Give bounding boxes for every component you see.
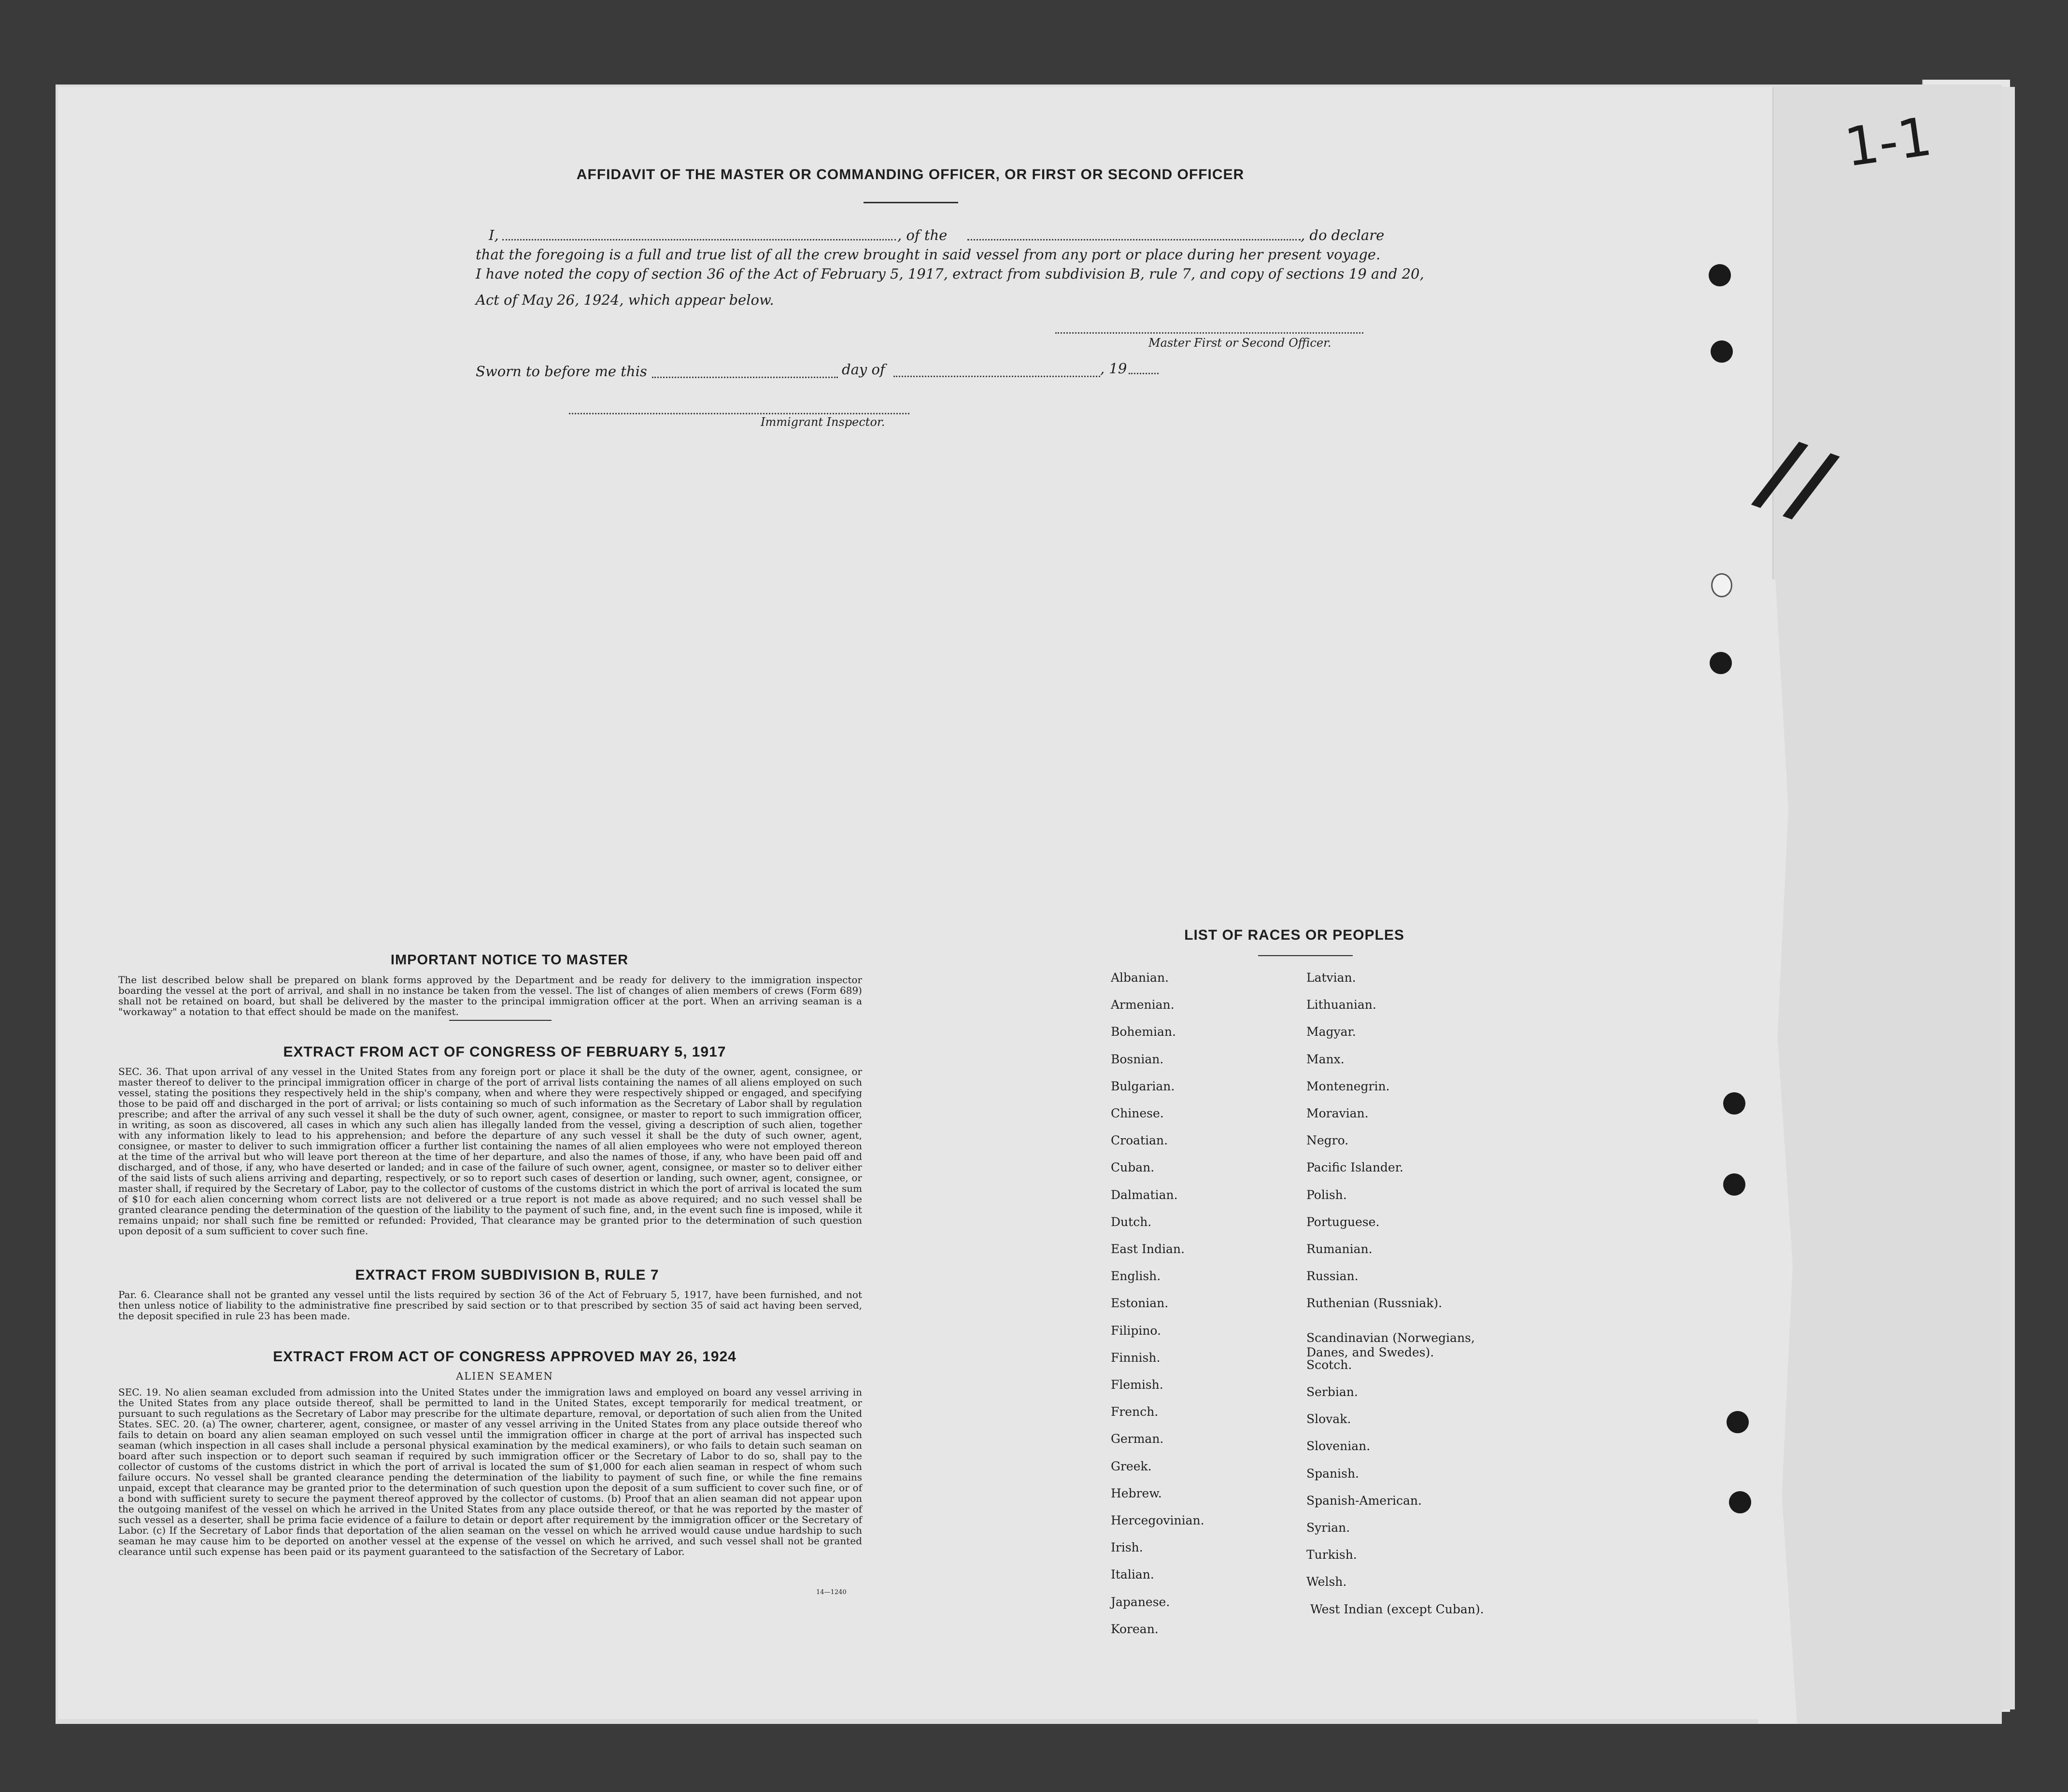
race-item: Turkish.	[1306, 1548, 1357, 1562]
race-item: Flemish.	[1111, 1378, 1163, 1392]
punch-hole	[1723, 1173, 1745, 1196]
extract-1924-body: SEC. 19. No alien seaman excluded from admission into the United States under the immigration laws and employed on board any vessel arriving in the United States from any place outside thereof, shall be permitted to land in the United States, except temporarily for medical treatment, or pursuant to such regulations as the Secretary of Labor may prescribe for the ultimate departure, removal, or deportation of such alien from the United States. SEC. 20. (a) The owner, charterer, agent, consignee, or master of any vessel arriving in the United States from any place outside thereof who fails to detain on board any alien seaman employed on such vessel until the immigration officer in charge at the port of arrival has inspected such seaman (which inspection in all cases shall include a personal physical examination by the medical examiners), or who fails to detain such seaman on board after such inspection or to deport such seaman if required by such immigration officer or the Secretary of Labor to do so, shall pay to the collector of customs of the customs district in which the port of arrival is located the sum of $1,000 for each alien seaman in respect of whom such failure occurs. No vessel shall be granted clearance pending the determination of the liability to payment of such fine, or while the fine remains unpaid, except that clearance may be granted prior to the determination of such question upon the deposit of a sum sufficient to cover such fine, or of a bond with sufficient surety to secure the payment thereof approved by the collector of customs. (b) Proof that an alien seaman did not appear upon the outgoing manifest of the vessel on which he arrived in the United States from any place outside thereof, or that he was reported by the master of such vessel as a deserter, shall be prima facie evidence of a failure to detain or deport after requirement by the immigration officer or the Secretary of Labor. (c) If the Secretary of Labor finds that deportation of the alien seaman on the vessel on which he arrived would cause undue hardship to such seaman he may cause him to be deported on another vessel at the expense of the vessel on which he arrived, and such vessel shall not be granted clearance until such expense has been paid or its payment guaranteed to the satisfaction of the Secretary of Labor.	[118, 1386, 862, 1557]
race-item: Slovak.	[1306, 1412, 1351, 1426]
master-signature-blank[interactable]	[1055, 332, 1363, 334]
divider	[1258, 955, 1353, 956]
affidavit-do-declare: , do declare	[1301, 227, 1385, 243]
inspector-signature-blank[interactable]	[569, 413, 909, 414]
race-item: English.	[1111, 1269, 1161, 1283]
race-item: Chinese.	[1111, 1106, 1164, 1120]
notice-title: IMPORTANT NOTICE TO MASTER	[390, 952, 629, 968]
notice-body: The list described below shall be prepared on blank forms approved by the Department and be ready for delivery to the immigration inspector boarding the vessel at the port of arrival, and shall in no instance be taken from the vessel. The list of changes of alien members of crews (Form 689) shall not be retained on board, but shall be delivered by the master to the principal immigration officer at the port. When an arriving seaman is a "workaway" a notation to that effect should be made on the manifest.	[118, 974, 862, 1017]
race-item: Pacific Islander.	[1306, 1160, 1403, 1174]
extract-1924-title: EXTRACT FROM ACT OF CONGRESS APPROVED MAY 26, 1924	[273, 1349, 737, 1365]
race-item: West Indian (except Cuban).	[1310, 1602, 1484, 1616]
race-item: Serbian.	[1306, 1385, 1358, 1399]
race-item: Manx.	[1306, 1052, 1345, 1066]
inspector-signature-label: Immigrant Inspector.	[761, 415, 885, 429]
race-item: Russian.	[1306, 1269, 1359, 1283]
punch-hole	[1711, 573, 1732, 597]
race-item: Spanish.	[1306, 1467, 1360, 1481]
affidavit-line2: that the foregoing is a full and true list of all the crew brought in said vessel from any port or place during her present voyage.	[476, 246, 1381, 263]
divider	[449, 1020, 552, 1021]
race-item: Hebrew.	[1111, 1486, 1162, 1500]
vessel-blank[interactable]	[967, 239, 1301, 240]
race-item: Irish.	[1111, 1540, 1143, 1554]
extract-1917-title: EXTRACT FROM ACT OF CONGRESS OF FEBRUARY 5, 1917	[283, 1044, 726, 1060]
punch-hole	[1723, 1092, 1745, 1115]
race-item: Albanian.	[1111, 971, 1169, 985]
race-item: Bohemian.	[1111, 1025, 1176, 1039]
affidavit-of-the: , of the	[897, 227, 948, 243]
handwritten-mark: 1-1	[1841, 105, 1936, 179]
race-item: Lithuanian.	[1306, 998, 1376, 1012]
sworn-day-blank[interactable]	[652, 377, 838, 378]
sworn-label: Sworn to before me this	[476, 363, 647, 380]
race-item: Latvian.	[1306, 971, 1356, 985]
race-item: Dalmatian.	[1111, 1188, 1178, 1202]
affidavit-i: I,	[489, 227, 499, 243]
master-signature-label: Master First or Second Officer.	[1148, 336, 1331, 350]
name-blank[interactable]	[502, 239, 896, 240]
race-item: Spanish-American.	[1306, 1494, 1422, 1508]
race-item: Ruthenian (Russniak).	[1306, 1296, 1443, 1310]
race-item: Slovenian.	[1306, 1439, 1371, 1453]
day-of-label: day of	[842, 361, 885, 378]
race-item: Dutch.	[1111, 1215, 1152, 1229]
race-item: East Indian.	[1111, 1242, 1185, 1256]
extract-1924-subtitle: ALIEN SEAMEN	[456, 1370, 553, 1382]
race-item: Montenegrin.	[1306, 1079, 1390, 1093]
race-item: Italian.	[1111, 1567, 1154, 1581]
punch-hole	[1710, 652, 1732, 674]
race-item: Magyar.	[1306, 1025, 1356, 1039]
punch-hole	[1711, 340, 1733, 363]
race-item: German.	[1111, 1432, 1164, 1446]
race-item: Bosnian.	[1111, 1052, 1164, 1066]
race-item: Croatian.	[1111, 1133, 1168, 1147]
race-item: Scotch.	[1306, 1358, 1352, 1372]
sworn-month-blank[interactable]	[893, 376, 1100, 377]
race-item: Welsh.	[1306, 1575, 1347, 1589]
race-item: Japanese.	[1111, 1595, 1170, 1609]
year-label: , 19	[1100, 360, 1127, 377]
race-item: Portuguese.	[1306, 1215, 1380, 1229]
race-item: Armenian.	[1111, 998, 1175, 1012]
race-item: Moravian.	[1306, 1106, 1369, 1120]
punch-hole	[1727, 1411, 1749, 1433]
races-title: LIST OF RACES OR PEOPLES	[1184, 927, 1404, 943]
race-item: French.	[1111, 1405, 1159, 1419]
race-item: Finnish.	[1111, 1351, 1161, 1365]
race-item: Syrian.	[1306, 1521, 1350, 1535]
punch-hole	[1709, 264, 1731, 286]
race-item: Bulgarian.	[1111, 1079, 1175, 1093]
sworn-year-blank[interactable]	[1129, 373, 1159, 374]
extract-1917-body: SEC. 36. That upon arrival of any vessel in the United States from any foreign port or place it shall be the duty of the owner, agent, consignee, or master thereof to deliver to the principal immigration officer in charge of the port of arrival lists containing the names of all aliens employed on such vessel, stating the positions they respectively held in the ship's company, when and where they were respectively shipped or engaged, and specifying those to be paid off and discharged in the port of arrival; or lists containing so much of such information as the Secretary of Labor shall by regulation prescribe; and after the arrival of any such vessel it shall be the duty of such owner, agent, consignee, or master to report to such immigration officer, in writing, as soon as discovered, all cases in which any such alien has illegally landed from the vessel, giving a description of such alien, together with any information likely to lead to his apprehension; and before the departure of any such vessel it shall be the duty of such owner, agent, consignee, or master to deliver to such immigration officer a further list containing the names of all alien employees who were not employed thereon at the time of the arrival but who will leave port thereon at the time of her departure, and also the names of those, if any, who have been paid off and discharged, and of those, if any, who have deserted or landed; and in case of the failure of such owner, agent, consignee, or master so to deliver either of the said lists of such aliens arriving and departing, respectively, or so to report such cases of desertion or landing, such owner, agent, consignee, or master shall, if required by the Secretary of Labor, pay to the collector of customs of the customs district in which the port of arrival is located the sum of $10 for each alien concerning whom correct lists are not delivered or a true report is not made as above required; and no such vessel shall be granted clearance pending the determination of the question of the liability to the payment of such fine, and, in the event such fine is imposed, while it remains unpaid; nor shall such fine be remitted or refunded: Provided, That clearance may be granted prior to the determination of such question upon deposit of a sum sufficient to cover such fine.	[118, 1066, 862, 1237]
race-item: Rumanian.	[1306, 1242, 1373, 1256]
race-item: Estonian.	[1111, 1296, 1169, 1310]
race-item: Hercegovinian.	[1111, 1513, 1204, 1527]
race-item: Scandinavian (Norwegians, Danes, and Swedes).	[1306, 1331, 1475, 1359]
race-item: Greek.	[1111, 1459, 1152, 1473]
race-item: Cuban.	[1111, 1160, 1155, 1174]
rule7-body: Par. 6. Clearance shall not be granted any vessel until the lists required by section 36 of the Act of February 5, 1917, have been furnished, and not then unless notice of liability to the administrative fine prescribed by said section or to that prescribed by section 35 of said act having been served, the deposit specified in rule 23 has been made.	[118, 1289, 862, 1322]
affidavit-line4: Act of May 26, 1924, which appear below.	[476, 292, 774, 308]
affidavit-line3: I have noted the copy of section 36 of the Act of February 5, 1917, extract from subdivision B, rule 7, and copy of sections 19 and 20,	[476, 266, 1424, 282]
divider	[864, 202, 958, 203]
affidavit-title: AFFIDAVIT OF THE MASTER OR COMMANDING OFFICER, OR FIRST OR SECOND OFFICER	[576, 167, 1245, 183]
race-item: Korean.	[1111, 1622, 1159, 1636]
race-item: Negro.	[1306, 1133, 1349, 1147]
race-item: Filipino.	[1111, 1324, 1161, 1338]
race-item: Polish.	[1306, 1188, 1347, 1202]
handwritten-mark: //	[1746, 416, 1846, 540]
punch-hole	[1729, 1491, 1751, 1513]
form-number: 14—1240	[816, 1589, 847, 1596]
rule7-title: EXTRACT FROM SUBDIVISION B, RULE 7	[355, 1267, 659, 1283]
